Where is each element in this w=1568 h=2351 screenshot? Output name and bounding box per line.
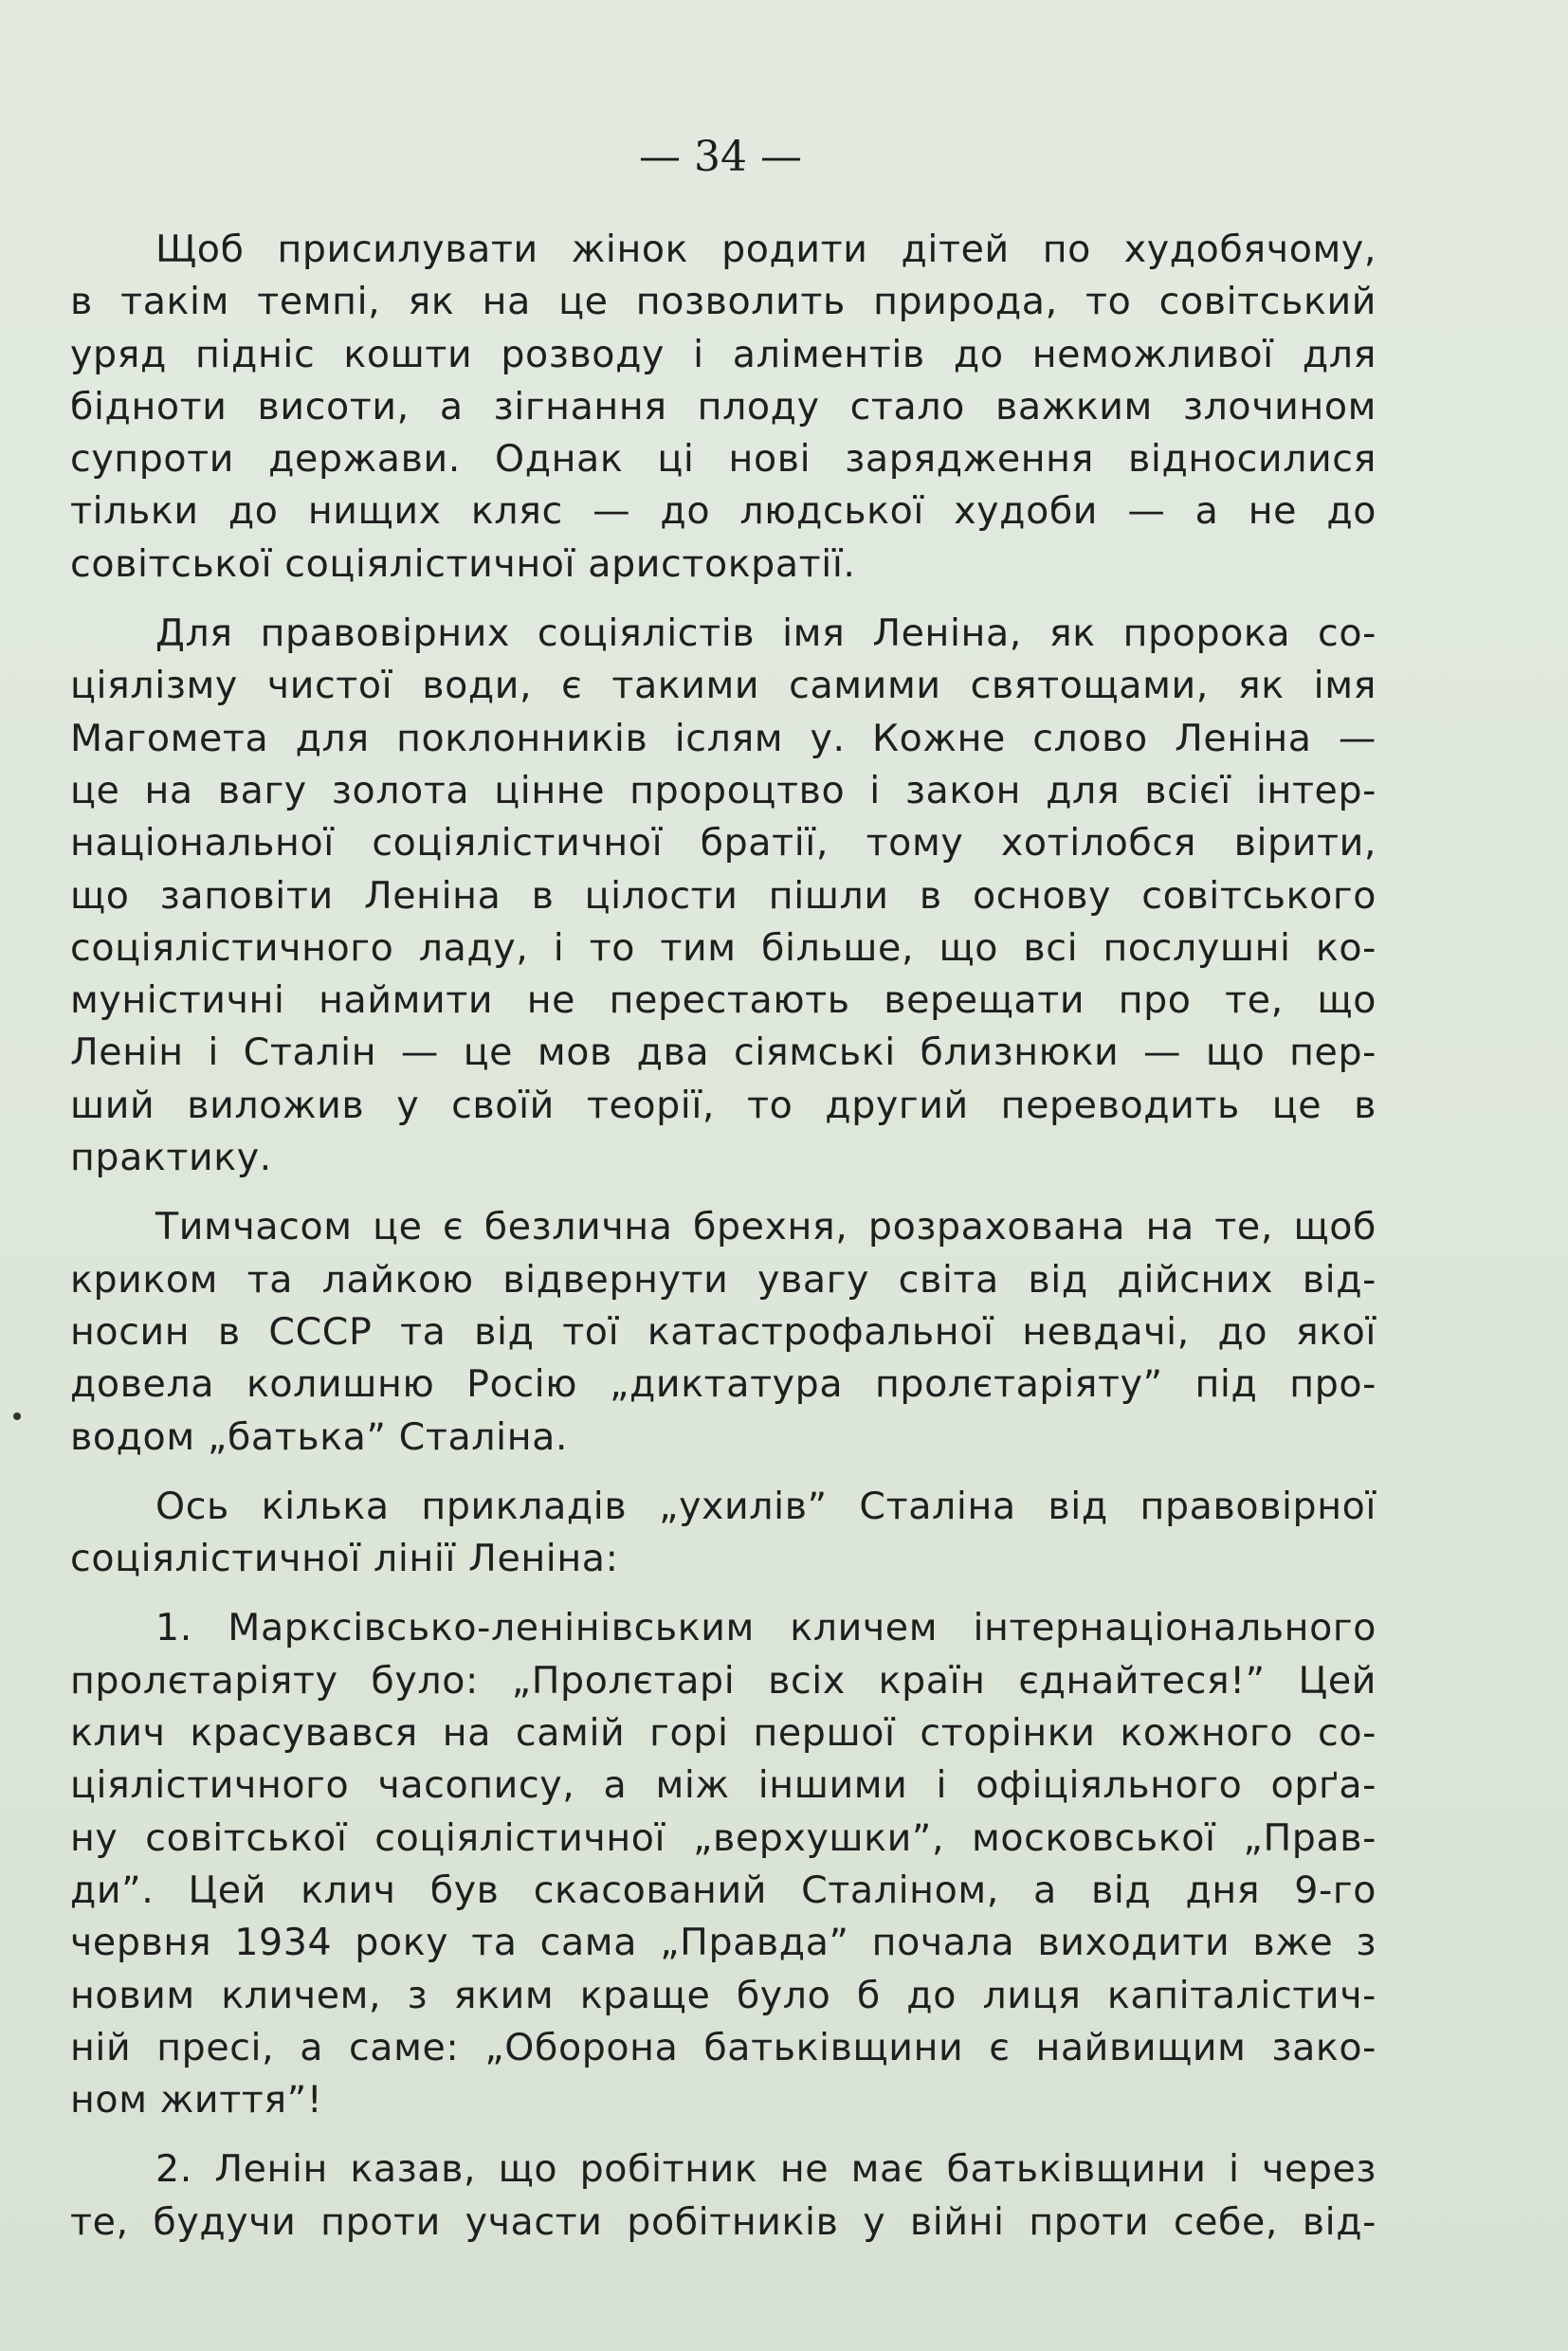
text-line: ший виложив у своїй теорії, то другий переводить це в	[70, 1083, 1377, 1127]
text-line: червня 1934 року та сама „Правда” почала виходити вже з	[70, 1921, 1377, 1965]
text-line: носин в СССР та від тої катастрофальної невдачі, до якої	[70, 1309, 1377, 1354]
paragraph	[70, 1201, 1377, 1463]
text-line: муністичні наймити не перестають верещати про те, що	[70, 978, 1377, 1023]
paragraph	[70, 608, 1377, 1184]
text-line: совітської соціялістичної аристократії.	[70, 541, 856, 586]
text-line: те, будучи проти участи робітників у війні проти себе, від-	[70, 2199, 1377, 2244]
paragraph	[70, 224, 1377, 591]
text-line: ном життя”!	[70, 2078, 323, 2123]
text-line: соціялістичного ладу, і то тим більше, що всі послушні ко-	[70, 925, 1377, 970]
text-line: довела колишню Росію „диктатура пролєтаріяту” під про-	[70, 1362, 1377, 1407]
body-text	[70, 224, 1377, 2266]
paragraph	[70, 1602, 1377, 2126]
text-line: ній пресі, а саме: „Оборона батьківщини є найвищим зако-	[70, 2025, 1377, 2069]
text-line: новим кличем, з яким краще було б до лиця капіталістич-	[70, 1973, 1377, 2017]
text-line: 2. Ленін казав, що робітник не має батьківщини і через	[155, 2147, 1377, 2192]
text-line: що заповіти Леніна в цілости пішли в основу совітського	[70, 873, 1377, 918]
text-line: це на вагу золота цінне пророцтво і закон для всієї інтер-	[70, 768, 1377, 812]
text-line: пролєтаріяту було: „Пролєтарі всіх країн єднайтеся!” Цей	[70, 1658, 1377, 1703]
text-line: клич красувався на самій горі першої сторінки кожного со-	[70, 1711, 1377, 1756]
text-line: ди”. Цей клич був скасований Сталіном, а від дня 9-го	[70, 1868, 1377, 1912]
text-line: Тимчасом це є безлична брехня, розрахована на те, щоб	[155, 1205, 1377, 1249]
text-line: в такім темпі, як на це позволить природа, то совітський	[70, 280, 1377, 324]
paragraph	[70, 2143, 1377, 2249]
text-line: національної соціялістичної братії, тому хотілобся вірити,	[70, 821, 1377, 866]
text-line: Ленін і Сталін — це мов два сіямські близнюки — що пер-	[70, 1030, 1377, 1075]
text-line: бідноти висоти, а зігнання плоду стало важким злочином	[70, 384, 1377, 428]
text-line: ціялізму чистої води, є такими самими святощами, як імя	[70, 664, 1377, 708]
paragraph	[70, 1481, 1377, 1586]
stray-ink-dot	[13, 1412, 21, 1420]
text-line: криком та лайкою відвернути увагу світа від дійсних від-	[70, 1257, 1377, 1302]
text-line: 1. Марксівсько-ленінівським кличем інтернаціонального	[155, 1606, 1377, 1650]
text-line: практику.	[70, 1136, 272, 1180]
text-line: уряд підніс кошти розводу і аліментів до неможливої для	[70, 332, 1377, 376]
text-line: тільки до нищих кляс — до людської худоби — а не до	[70, 489, 1377, 534]
text-line: супроти держави. Однак ці нові зарядження відносилися	[70, 437, 1377, 482]
text-line: Магомета для поклонників іслям у. Кожне слово Леніна —	[70, 716, 1377, 760]
text-line: Ось кілька прикладів „ухилів” Сталіна від правовірної	[155, 1484, 1377, 1528]
text-line: Для правовірних соціялістів імя Леніна, як пророка со-	[155, 611, 1377, 656]
text-line: водом „батька” Сталіна.	[70, 1414, 569, 1459]
text-line: соціялістичної лінії Леніна:	[70, 1537, 619, 1581]
page-number: — 34 —	[639, 133, 802, 181]
text-line: ціялістичного часопису, а між іншими і офіціяльного орґа-	[70, 1763, 1377, 1808]
text-line: Щоб присилувати жінок родити дітей по худобячому,	[155, 228, 1377, 271]
text-line: ну совітської соціялістичної „верхушки”, московської „Прав-	[70, 1815, 1377, 1860]
